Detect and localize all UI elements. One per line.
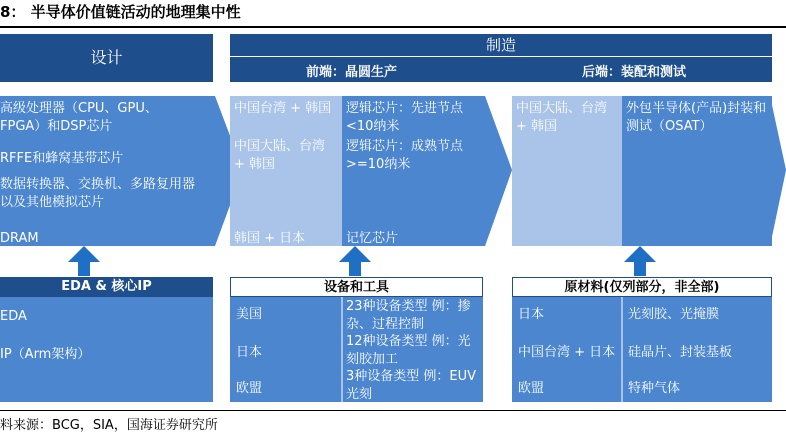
frontend-region-1: 中国台湾 + 韩国 <box>234 101 332 116</box>
manufacturing-header: 制造 <box>230 34 772 56</box>
materials-region-1: 日本 <box>518 307 545 322</box>
equipment-region-3: 欧盟 <box>236 381 263 396</box>
figure-title: 8： 半导体价值链活动的地理集中性 <box>0 3 241 21</box>
frontend-item-2: 逻辑芯片：成熟节点>=10纳米 <box>346 139 464 172</box>
equipment-header: 设备和工具 <box>230 277 483 297</box>
backend-region-1: 中国大陆、台湾 + 韩国 <box>516 101 608 134</box>
backend-item-1: 外包半导体(产品)封装和测试（OSAT） <box>626 101 767 134</box>
frontend-region-2: 中国大陆、台湾 + 韩国 <box>234 139 326 172</box>
materials-region-3: 欧盟 <box>518 381 545 396</box>
materials-header: 原材料(仅列部分，非全部) <box>512 277 772 297</box>
materials-region-2: 中国台湾 + 日本 <box>518 345 616 360</box>
design-row-processors: 高级处理器（CPU、GPU、FPGA）和DSP芯片 <box>0 101 158 134</box>
arrow-up-equipment <box>339 246 371 276</box>
equipment-region-1: 美国 <box>236 307 263 322</box>
equipment-item-3: 3种设备类型 例：EUV光刻 <box>346 369 477 402</box>
eda-row-ip: IP（Arm架构） <box>0 347 91 362</box>
arrow-up-materials <box>624 246 656 276</box>
equipment-region-2: 日本 <box>236 345 263 360</box>
frontend-item-tip <box>485 96 512 246</box>
footer-rule <box>0 410 786 411</box>
frontend-item-1: 逻辑芯片：先进节点<10纳米 <box>346 101 464 134</box>
source-note: 料来源：BCG，SIA，国海证券研究所 <box>0 418 218 433</box>
design-row-dram: DRAM <box>0 231 39 246</box>
arrow-up-design <box>68 246 100 276</box>
equipment-item-1: 23种设备类型 例：掺杂、过程控制 <box>346 299 471 332</box>
materials-item-2: 硅晶片、封装基板 <box>628 345 733 360</box>
backend-item-tip <box>770 96 786 246</box>
design-row-rffe: RFFE和蜂窝基带芯片 <box>0 151 124 166</box>
backend-label: 后端：装配和测试 <box>582 65 687 80</box>
frontend-region-3: 韩国 + 日本 <box>234 231 306 246</box>
equipment-item-2: 12种设备类型 例：光刻胶加工 <box>346 334 471 367</box>
eda-header: EDA & 核心IP <box>0 277 213 297</box>
materials-item-3: 特种气体 <box>628 381 681 396</box>
eda-row-eda: EDA <box>0 309 27 324</box>
design-header: 设计 <box>0 34 213 82</box>
materials-item-1: 光刻胶、光掩膜 <box>628 307 720 322</box>
frontend-label: 前端：晶圆生产 <box>306 65 398 80</box>
design-row-analog: 数据转换器、交换机、多路复用器以及其他模拟芯片 <box>0 177 196 210</box>
frontend-item-3: 记忆芯片 <box>346 231 399 246</box>
